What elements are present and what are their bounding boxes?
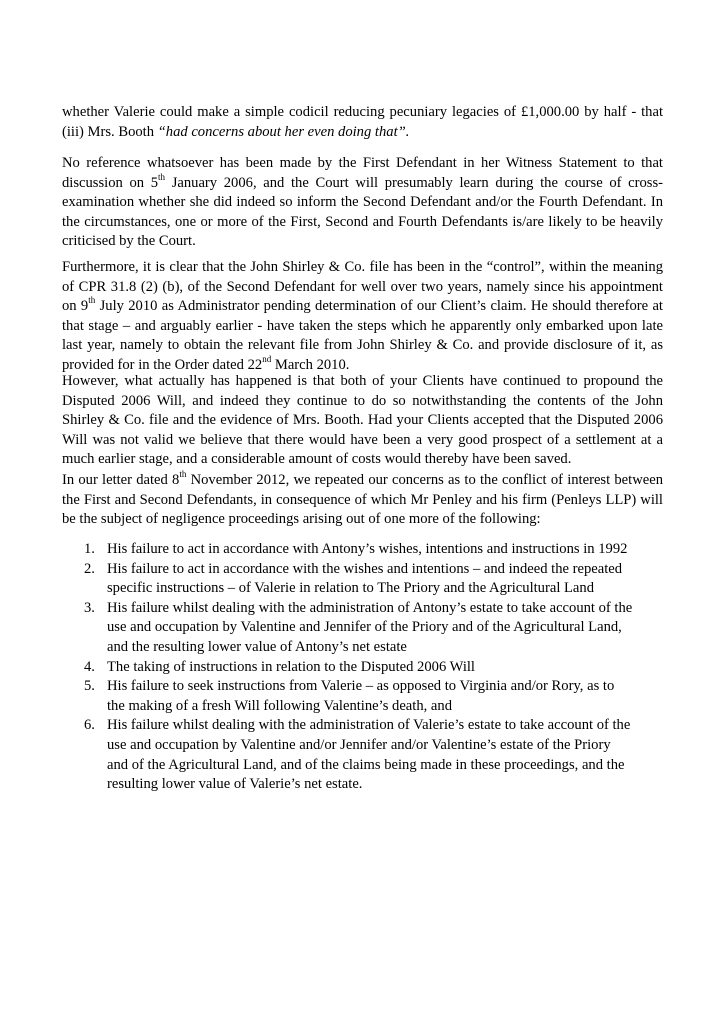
text-line: and the resulting lower value of Antony’s net estate	[107, 638, 407, 655]
text-line: examination whether she did indeed so inform the Second Defendant and/or the Fourth Defendant. In	[62, 194, 663, 211]
text-line: His failure whilst dealing with the administration of Antony’s estate to take account of the	[107, 599, 633, 616]
text-line: However, what actually has happened is that both of your Clients have continued to propound the	[62, 373, 663, 389]
text-line: and of the Agricultural Land, and of the claims being made in these proceedings, and the	[107, 756, 625, 773]
text-line: last year, namely to obtain the relevant file from John Shirley & Co. and provide disclosure of it, as	[62, 337, 663, 354]
list-item	[62, 716, 642, 794]
text-run: on 9	[62, 298, 89, 315]
text-line: use and occupation by Valentine and/or Jennifer and/or Valentine’s estate of the Priory	[107, 736, 611, 753]
text-line	[62, 297, 663, 317]
list-item	[62, 658, 642, 678]
list-item	[62, 540, 642, 560]
text-line: whether Valerie could make a simple codicil reducing pecuniary legacies of £1,000.00 by half - that	[62, 104, 663, 120]
paragraph-codicil	[62, 103, 663, 142]
text-line: resulting lower value of Valerie’s net estate.	[107, 776, 363, 793]
text-line: Shirley & Co. file and the evidence of Mrs. Booth. Had your Clients accepted that the Disputed 2006	[62, 412, 663, 429]
paragraph-furthermore	[62, 258, 663, 376]
list-number: 1.	[84, 541, 95, 557]
text-line: that stage – and arguably earlier - have taken the steps which he apparently only embarked upon late	[62, 317, 663, 334]
text-run: July 2010 as Administrator pending determination of our Client’s claim. He should therefore at	[95, 298, 663, 315]
list-item-text	[107, 658, 642, 678]
negligence-grounds-list	[62, 540, 642, 795]
text-line: much earlier stage, and a considerable amount of costs would thereby have been saved.	[62, 451, 572, 468]
text-line: No reference whatsoever has been made by the First Defendant in her Witness Statement to that	[62, 155, 663, 171]
text-run: January 2006, and the Court will presumably learn during the course of cross-	[165, 174, 663, 191]
text-line: specific instructions – of Valerie in relation to The Priory and the Agricultural Land	[107, 580, 595, 597]
text-line: be the subject of negligence proceedings arising out of one more of the following:	[62, 511, 541, 528]
list-item	[62, 560, 642, 599]
text-line: criticised by the Court.	[62, 233, 196, 250]
paragraph-our-letter	[62, 471, 663, 530]
text-line: His failure to seek instructions from Valerie – as opposed to Virginia and/or Rory, as to	[107, 678, 615, 695]
text-line: Furthermore, it is clear that the John Shirley & Co. file has been in the “control”, within the meaning	[62, 259, 663, 275]
list-item-text	[107, 677, 642, 716]
text-line: the making of a fresh Will following Valentine’s death, and	[107, 697, 452, 714]
text-line: of CPR 31.8 (2) (b), of the Second Defendant for well over two years, namely since his appointment	[62, 278, 663, 295]
text-line: His failure to act in accordance with the wishes and intentions – and indeed the repeated	[107, 560, 623, 577]
text-line: the First and Second Defendants, in consequence of which Mr Penley and his firm (Penleys LLP) will	[62, 491, 663, 508]
paragraph-however	[62, 372, 663, 470]
list-number: 2.	[84, 560, 95, 577]
list-item-text	[107, 716, 642, 794]
list-number: 5.	[84, 678, 95, 695]
ordinal-suffix: th	[88, 295, 96, 306]
ordinal-suffix: nd	[262, 354, 272, 365]
text-run: provided for in the Order dated 22	[62, 356, 263, 373]
list-item-text	[107, 599, 642, 658]
text-run: March 2010.	[271, 356, 350, 373]
list-number: 6.	[84, 717, 95, 734]
text-run: discussion on 5	[62, 174, 159, 191]
text-line: the circumstances, one or more of the First, Second and Fourth Defendants is/are likely to be heavily	[62, 213, 663, 230]
list-item-text	[107, 560, 642, 599]
list-number: 3.	[84, 599, 95, 616]
paragraph-no-reference	[62, 154, 663, 252]
text-line: use and occupation by Valentine and Jennifer of the Priory and of the Agricultural Land,	[107, 619, 622, 636]
list-number: 4.	[84, 658, 95, 675]
text-run: In our letter dated 8	[62, 472, 180, 488]
list-item	[62, 677, 642, 716]
text-run: November 2012, we repeated our concerns as to the conflict of interest between	[186, 472, 663, 488]
text-line	[62, 171, 663, 194]
text-line: His failure to act in accordance with Antony’s wishes, intentions and instructions in 1992	[107, 541, 628, 557]
text-line	[62, 471, 663, 491]
text-line: Disputed 2006 Will, and indeed they continue to do so notwithstanding the contents of the John	[62, 392, 663, 409]
ordinal-suffix: th	[179, 469, 187, 480]
text-line: Will was not valid we believe that there would have been a very good prospect of a settlement at a	[62, 431, 663, 448]
list-item	[62, 599, 642, 658]
list-item-text	[107, 540, 642, 560]
text-line: His failure whilst dealing with the administration of Valerie’s estate to take account of the	[107, 717, 631, 734]
quote-text: “had concerns about her even doing that”.	[157, 123, 410, 140]
text-line	[62, 123, 663, 143]
ordinal-suffix: th	[158, 171, 166, 182]
text-line: The taking of instructions in relation to the Disputed 2006 Will	[107, 658, 475, 675]
text-run: (iii) Mrs. Booth	[62, 123, 158, 140]
